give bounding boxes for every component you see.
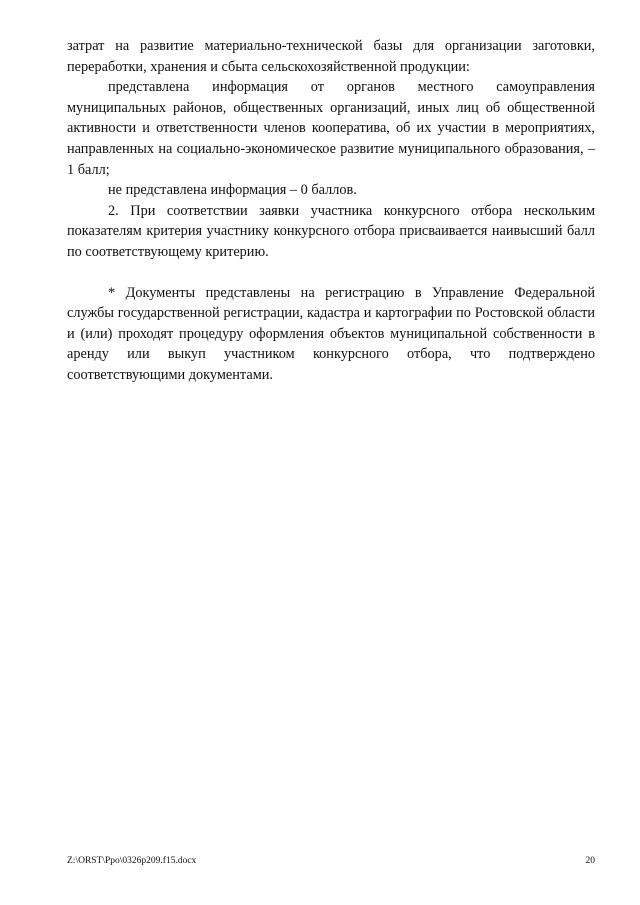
document-body xyxy=(67,36,595,386)
footer-file-path: Z:\ORST\Ppo\0326p209.f15.docx xyxy=(67,856,197,866)
paragraph-info-not-provided: не представлена информация – 0 баллов. xyxy=(108,182,357,199)
footnote-documents-registration: * Документы представлены на регистрацию в Управление Федеральной службы государственной регистрации, кадастра и картографии по Ростовской области и (или) проходят процедуру оформления объектов муниципальной собственности в аренду или выкуп участником конкурсного отбора, что подтверждено соответствующими документами. xyxy=(67,284,595,383)
page-footer xyxy=(67,855,595,867)
paragraph-spacer xyxy=(67,263,595,283)
paragraph-costs-continuation: затрат на развитие материально-технической базы для организации заготовки, переработки, хранения и сбыта сельскохозяйственной продукции: xyxy=(67,38,595,75)
paragraph-info-provided: представлена информация от органов местного самоуправления муниципальных районов, общественных организаций, иных лиц об общественной активности и ответственности членов кооператива, об их участии в мероприятиях, направленных на социально-экономическое развитие муниципального образования, – 1 балл; xyxy=(67,79,595,178)
footer-page-number: 20 xyxy=(585,856,595,866)
paragraph-highest-score-rule: 2. При соответствии заявки участника конкурсного отбора нескольким показателям критерия участнику конкурсного отбора присваивается наивысший балл по соответствующему критерию. xyxy=(67,202,595,260)
